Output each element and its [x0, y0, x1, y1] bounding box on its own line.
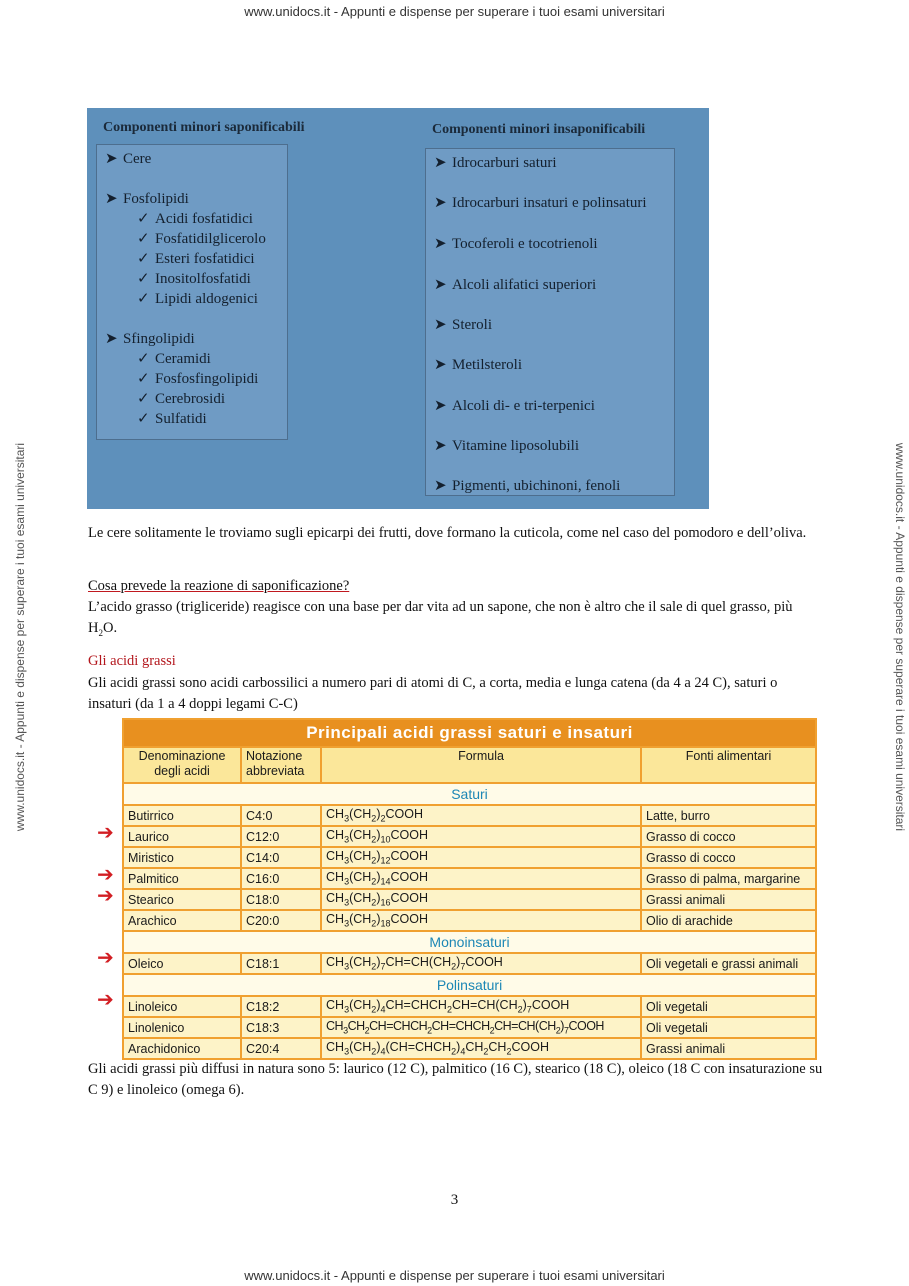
- list-item: ➤ Vitamine liposolubili: [434, 438, 580, 454]
- list-item: ✓ Ceramidi: [137, 351, 211, 367]
- paragraph-fatty-acids: Gli acidi grassi sono acidi carbossilici a numero pari di atomi di C, a corta, media e lunga catena (da 4 a 24 C), saturi o insaturi (da 1 a 4 doppi legami C-C): [88, 675, 778, 712]
- table-row: Butirrico C4:0 $CH_3(CH_2)_2COOH$ Latte, burro: [123, 805, 816, 826]
- arrow-icon: ➔: [97, 883, 114, 907]
- list-item: ✓ Inositolfosfatidi: [137, 271, 251, 287]
- list-item: ✓ Esteri fosfatidici: [137, 251, 255, 267]
- table-row: Arachico C20:0 $CH_3(CH_2)_{18}COOH$ Olio di arachide: [123, 910, 816, 931]
- list-item: ✓ Lipidi aldogenici: [137, 291, 258, 307]
- list-item: ✓ Fosfosfingolipidi: [137, 371, 259, 387]
- left-column-title: Componenti minori saponificabili: [103, 120, 305, 135]
- paragraph-saponification: L’acido grasso (trigliceride) reagisce con una base per dar vita ad un sapone, che non è altro che il sale di quel grasso, più $H_2O$.: [88, 599, 793, 638]
- table-header: Fonti alimentari: [641, 747, 816, 783]
- table-row: Laurico C12:0 $CH_3(CH_2)_{10}COOH$ Grasso di cocco: [123, 826, 816, 847]
- question-title: Cosa prevede la reazione di saponificazione?: [88, 578, 350, 594]
- list-item: ➤ Alcoli di- e tri-terpenici: [434, 398, 595, 414]
- list-item: ✓ Acidi fosfatidici: [137, 211, 253, 227]
- table-row: Miristico C14:0 $CH_3(CH_2)_{12}COOH$ Grasso di cocco: [123, 847, 816, 868]
- list-item: ✓ Cerebrosidi: [137, 391, 225, 407]
- list-item: ➤ Idrocarburi insaturi e polinsaturi: [434, 195, 647, 211]
- table-header: Denominazione degli acidi: [123, 747, 241, 783]
- arrow-icon: ➔: [97, 820, 114, 844]
- unsaponifiable-list: [425, 148, 675, 496]
- table-row: Linoleico C18:2 $CH_3(CH_2)_4CH=CHCH_2CH=CH(CH_2)_7COOH$ Oli vegetali: [123, 996, 816, 1017]
- table-row: Oleico C18:1 $CH_3(CH_2)_7CH=CH(CH_2)_7COOH$ Oli vegetali e grassi animali: [123, 953, 816, 974]
- list-item: ✓ Fosfatidilglicerolo: [137, 231, 266, 247]
- saponifiable-list: [96, 144, 288, 440]
- slide-photo: [87, 108, 709, 509]
- list-item: ➤ Steroli: [434, 317, 492, 333]
- right-column-title: Componenti minori insaponificabili: [432, 122, 646, 137]
- table-row: Linolenico C18:3 $CH_3CH_2CH=CHCH_2CH=CHCH_2CH=CH(CH_2)_7COOH$ Oli vegetali: [123, 1017, 816, 1038]
- list-item: ➤ Pigmenti, ubichinoni, fenoli: [434, 478, 621, 494]
- table-row: Arachidonico C20:4 $CH_3(CH_2)_4(CH=CHCH_2)_4CH_2CH_2COOH$ Grassi animali: [123, 1038, 816, 1059]
- section-polyunsaturated: Polinsaturi: [123, 974, 816, 996]
- list-item: ➤ Metilsteroli: [434, 357, 522, 373]
- list-item: ➤ Idrocarburi saturi: [434, 155, 557, 171]
- arrow-icon: ➔: [97, 987, 114, 1011]
- list-item: ✓ Sulfatidi: [137, 411, 207, 427]
- arrow-icon: ➔: [97, 862, 114, 886]
- table-row: Palmitico C16:0 $CH_3(CH_2)_{14}COOH$ Grasso di palma, margarine: [123, 868, 816, 889]
- list-item: ➤ Alcoli alifatici superiori: [434, 277, 597, 293]
- watermark-right: www.unidocs.it - Appunti e dispense per superare i tuoi esami universitari: [893, 442, 907, 832]
- section-saturated: Saturi: [123, 783, 816, 805]
- list-item: ➤ Sfingolipidi: [105, 331, 195, 347]
- watermark-left: www.unidocs.it - Appunti e dispense per superare i tuoi esami universitari: [13, 442, 27, 832]
- paragraph-cere: Le cere solitamente le troviamo sugli epicarpi dei frutti, dove formano la cuticola, come nel caso del pomodoro e dell’oliva.: [88, 525, 807, 541]
- list-item: ➤ Tocoferoli e tocotrienoli: [434, 236, 598, 252]
- table-row: Stearico C18:0 $CH_3(CH_2)_{16}COOH$ Grassi animali: [123, 889, 816, 910]
- table-title: Principali acidi grassi saturi e insaturi: [123, 719, 816, 747]
- table-header: Notazione abbreviata: [241, 747, 321, 783]
- arrow-icon: ➔: [97, 945, 114, 969]
- heading-fatty-acids: Gli acidi grassi: [88, 653, 176, 669]
- watermark-bottom: www.unidocs.it - Appunti e dispense per superare i tuoi esami universitari: [244, 1268, 665, 1283]
- fatty-acids-table: [122, 718, 817, 1057]
- watermark-top: www.unidocs.it - Appunti e dispense per superare i tuoi esami universitari: [244, 4, 665, 19]
- page-number: 3: [450, 1192, 459, 1208]
- list-item: ➤ Fosfolipidi: [105, 191, 189, 207]
- paragraph-most-common: Gli acidi grassi più diffusi in natura sono 5: laurico (12 C), palmitico (16 C), stearico (18 C), oleico (18 C con insaturazione su C 9) e linoleico (omega 6).: [88, 1061, 823, 1098]
- list-item: ➤ Cere: [105, 151, 152, 167]
- table-header: Formula: [321, 747, 641, 783]
- section-monounsaturated: Monoinsaturi: [123, 931, 816, 953]
